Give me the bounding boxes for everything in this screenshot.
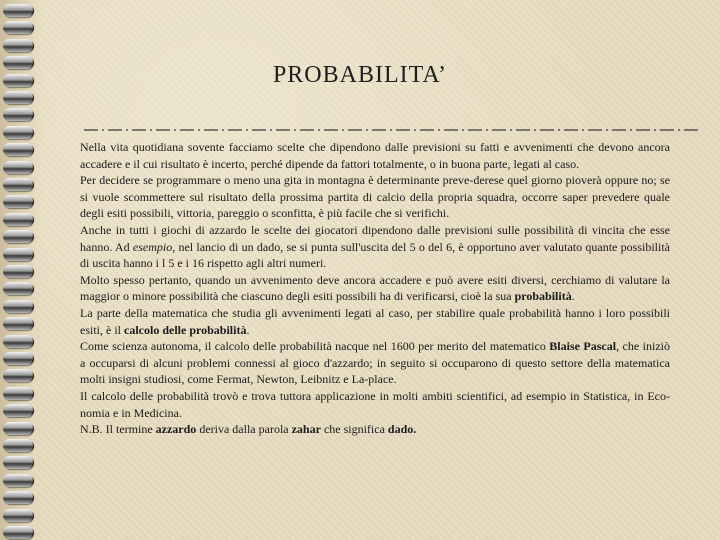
spiral-ring: [3, 248, 33, 261]
paragraph-text: nel lancio di un dado, se si punta sull'uscita del 5 o del 6, è opportuno aver valutato quante possibilità di uscita hanno i l 5 e i 16 rispetto agli altri numeri.: [80, 239, 670, 271]
spiral-ring: [3, 21, 33, 34]
title-divider: [84, 127, 698, 133]
spiral-ring: [3, 352, 33, 365]
spiral-ring: [3, 317, 33, 330]
spiral-ring: [3, 265, 33, 278]
spiral-ring: [3, 387, 33, 400]
paragraph-text: La parte della matematica che studia gli avvenimenti legati al caso, per stabilire quale probabilità hanno i loro possibili esiti, è il: [80, 305, 670, 337]
spiral-ring: [3, 439, 33, 452]
paragraph: [80, 305, 670, 338]
spiral-ring: [3, 404, 33, 417]
spiral-ring: [3, 491, 33, 504]
spiral-ring: [3, 126, 33, 139]
paragraph-text: Molto spesso pertanto, quando un avvenimento deve ancora accadere e può avere esiti diversi, cerchiamo di valutare la maggior o minore possibilità che ciascuno degli esiti possibili ha di verificarsi, cioè la sua: [80, 272, 670, 304]
emphasized-text: zahar: [291, 422, 321, 437]
paragraph-text: deriva dalla parola: [196, 422, 292, 437]
paragraph-text: .: [246, 322, 250, 337]
paragraph-text: Il calcolo delle probabilità trovò e trova tuttora applicazione in molti ambiti scientifici, ad esempio in Statistica, in Eco-nomia e in Medicina.: [80, 388, 670, 420]
paragraph: [80, 272, 670, 305]
paragraph: [80, 388, 670, 421]
paragraph-text: Nella vita quotidiana sovente facciamo scelte che dipendono dalle previsioni su fatti e avvenimenti che devono ancora accadere e il cui risultato è incerto, perché dipende da fattori totalmente, o in buona parte, legati al caso.: [80, 140, 670, 171]
spiral-ring: [3, 178, 33, 191]
paragraph-text: , che iniziò a occuparsi di alcuni problemi connessi al gioco d'azzardo; in seguito si occuparono di questo settore della matematica molti insigni studiosi, come Fermat, Newton, Leibnitz e La-place.: [80, 339, 670, 387]
body-text: [80, 139, 670, 438]
spiral-ring: [3, 300, 33, 313]
spiral-ring: [3, 195, 33, 208]
paragraph-text: Anche in tutti i giochi di azzardo le scelte dei giocatori dipendono dalle previsioni sulle possibilità di vincita che esse hanno. Ad: [80, 222, 670, 254]
emphasized-text: esempio,: [132, 239, 176, 254]
paragraph-text: N.B. Il termine: [80, 422, 156, 437]
paragraph-text: .: [571, 289, 575, 304]
paragraph-text: Per decidere se programmare o meno una gita in montagna è determinante preve-derese quel giorno pioverà oppure no; se si vuole scommettere sul risultato della prossima partita di calcio della propria squadra, occorre saper prevedere quale degli esiti possibili, vittoria, pareggio o sconfitta, è più facile che si verifichi.: [80, 173, 670, 221]
spiral-ring: [3, 213, 33, 226]
paragraph: [80, 139, 670, 172]
spiral-ring: [3, 509, 33, 522]
emphasized-text: probabilità: [514, 289, 572, 304]
spiral-ring: [3, 282, 33, 295]
spiral-ring: [3, 91, 33, 104]
paragraph-text: Come scienza autonoma, il calcolo delle probabilità nacque nel 1600 per merito del matematico: [80, 339, 550, 354]
spiral-ring: [3, 526, 33, 539]
paragraph: [80, 421, 670, 438]
spiral-ring: [3, 230, 33, 243]
paragraph-text: che significa: [320, 422, 388, 437]
spiral-ring: [3, 143, 33, 156]
paragraph: [80, 338, 670, 388]
page-title: PROBABILITA’: [272, 62, 448, 88]
emphasized-text: calcolo delle probabilità: [124, 322, 247, 337]
spiral-ring: [3, 39, 33, 52]
paragraph: [80, 172, 670, 222]
spiral-ring: [3, 474, 33, 487]
emphasized-text: dado.: [387, 422, 417, 437]
spiral-ring: [3, 4, 33, 17]
emphasized-text: Blaise Pascal: [549, 339, 617, 354]
spiral-ring: [3, 161, 33, 174]
spiral-ring: [3, 108, 33, 121]
paragraph: [80, 222, 670, 272]
emphasized-text: azzardo: [155, 422, 197, 437]
spiral-ring: [3, 422, 33, 435]
spiral-ring: [3, 369, 33, 382]
spiral-ring: [3, 335, 33, 348]
spiral-ring: [3, 456, 33, 469]
